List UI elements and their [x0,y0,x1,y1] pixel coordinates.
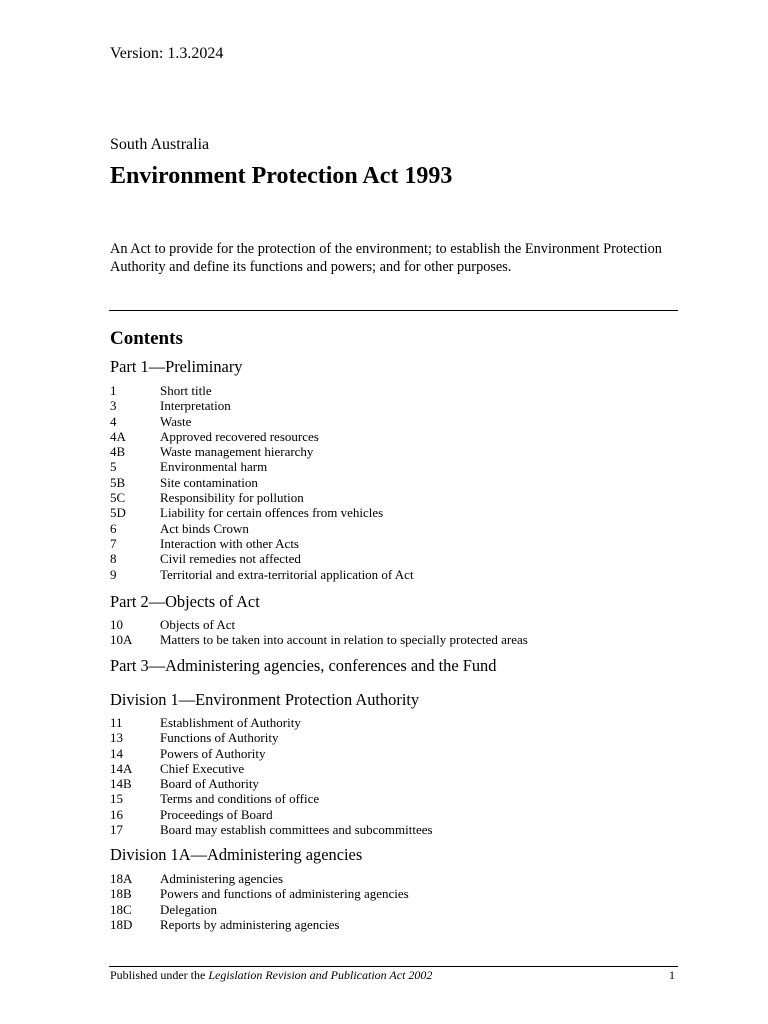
contents-heading: Contents [110,328,183,349]
toc-entry[interactable] [110,567,670,582]
toc-entry-title: Delegation [160,901,218,917]
toc-entry-title: Responsibility for pollution [160,490,304,506]
toc-entry-title: Establishment of Authority [160,715,301,730]
version-label: Version: 1.3.2024 [110,45,224,62]
long-title: An Act to provide for the protection of the environment; to establish the Environment Protection Authority and define its functions and powers; and for other purposes. [110,241,662,275]
toc-entry-title: Waste management hierarchy [160,444,314,460]
toc-entry-number: 14B [110,776,132,792]
toc-entry-number: 14 [110,745,123,761]
toc-entry[interactable] [110,475,670,490]
toc-entry-number: 5 [110,459,117,475]
toc-entry-number: 18D [110,916,133,932]
toc-entry[interactable] [110,746,670,761]
toc-entry-title: Functions of Authority [160,730,279,746]
toc-entry-number: 11 [110,715,123,730]
part-2-heading[interactable]: Part 2—Objects of Act [110,592,260,611]
toc-entry[interactable] [110,822,670,837]
part-1-list [110,383,670,582]
toc-entry-title: Civil remedies not affected [160,551,301,567]
division-1-list [110,715,670,837]
toc-entry-title: Site contamination [160,474,258,490]
footer-act-name: Legislation Revision and Publication Act 2002 [208,968,433,982]
toc-entry-number: 15 [110,791,123,807]
division-1a-heading[interactable]: Division 1A—Administering agencies [110,845,363,864]
act-title: Environment Protection Act 1993 [110,163,453,189]
toc-entry-title: Board of Authority [160,776,259,792]
toc-entry[interactable] [110,383,670,398]
toc-entry-title: Terms and conditions of office [160,791,320,807]
toc-entry-title: Territorial and extra-territorial application of Act [160,566,414,582]
toc-entry[interactable] [110,807,670,822]
toc-entry-number: 14A [110,760,133,776]
toc-entry-number: 9 [110,566,117,582]
toc-entry-number: 17 [110,822,123,838]
toc-entry[interactable] [110,761,670,776]
page-number: 1 [669,968,675,982]
toc-entry-number: 5B [110,474,126,490]
toc-entry-number: 4B [110,444,126,460]
toc-entry[interactable] [110,414,670,429]
toc-entry-number: 5D [110,505,126,521]
top-divider [109,310,678,311]
toc-entry-number: 8 [110,551,117,567]
toc-entry-number: 18A [110,871,133,886]
toc-entry-title: Approved recovered resources [160,428,319,444]
toc-entry[interactable] [110,551,670,566]
toc-entry[interactable] [110,398,670,413]
toc-entry-title: Reports by administering agencies [160,916,340,932]
toc-entry-title: Powers of Authority [160,745,266,761]
toc-entry[interactable] [110,715,670,730]
toc-entry-title: Chief Executive [160,760,245,776]
toc-entry-title: Liability for certain offences from vehicles [160,505,384,521]
footer-published [110,968,432,983]
part-1-heading[interactable]: Part 1—Preliminary [110,357,243,376]
toc-entry[interactable] [110,730,670,745]
toc-entry-title: Interaction with other Acts [160,535,299,551]
toc-entry[interactable] [110,459,670,474]
toc-entry-number: 18C [110,901,132,917]
toc-entry-title: Waste [160,413,192,429]
toc-entry-number: 6 [110,520,117,536]
toc-entry-number: 16 [110,806,123,822]
toc-entry[interactable] [110,886,670,901]
part-3-heading[interactable]: Part 3—Administering agencies, conferences and the Fund [110,656,497,675]
toc-entry-title: Interpretation [160,398,231,414]
toc-entry[interactable] [110,632,670,647]
division-1a-list [110,871,670,932]
toc-entry-number: 3 [110,398,117,414]
toc-entry[interactable] [110,776,670,791]
toc-entry-number: 10A [110,632,133,648]
toc-entry[interactable] [110,490,670,505]
toc-entry[interactable] [110,505,670,520]
division-1-heading[interactable]: Division 1—Environment Protection Authority [110,690,420,709]
toc-entry-title: Administering agencies [160,871,284,886]
toc-entry[interactable] [110,871,670,886]
toc-entry[interactable] [110,791,670,806]
toc-entry-title: Environmental harm [160,459,268,475]
jurisdiction-label: South Australia [110,136,210,153]
toc-entry-number: 18B [110,886,132,902]
toc-entry[interactable] [110,521,670,536]
toc-entry-number: 13 [110,730,123,746]
toc-entry[interactable] [110,444,670,459]
toc-entry-number: 4A [110,428,126,444]
toc-entry-number: 4 [110,413,117,429]
footer-divider [109,966,678,967]
toc-entry[interactable] [110,536,670,551]
toc-entry-title: Board may establish committees and subcommittees [160,822,433,838]
toc-entry-number: 7 [110,535,117,551]
toc-entry[interactable] [110,617,670,632]
toc-entry[interactable] [110,902,670,917]
toc-entry-number: 10 [110,617,123,632]
toc-entry-title: Matters to be taken into account in relation to specially protected areas [160,632,528,648]
toc-entry-title: Objects of Act [160,617,236,632]
toc-entry-number: 1 [110,383,117,398]
toc-entry-title: Short title [160,383,212,398]
toc-entry[interactable] [110,917,670,932]
toc-entry-title: Powers and functions of administering agencies [160,886,409,902]
part-2-list [110,617,670,648]
toc-entry-title: Act binds Crown [160,520,249,536]
toc-entry-title: Proceedings of Board [160,806,273,822]
footer-prefix: Published under the [110,968,209,982]
toc-entry-number: 5C [110,490,126,506]
toc-entry[interactable] [110,429,670,444]
